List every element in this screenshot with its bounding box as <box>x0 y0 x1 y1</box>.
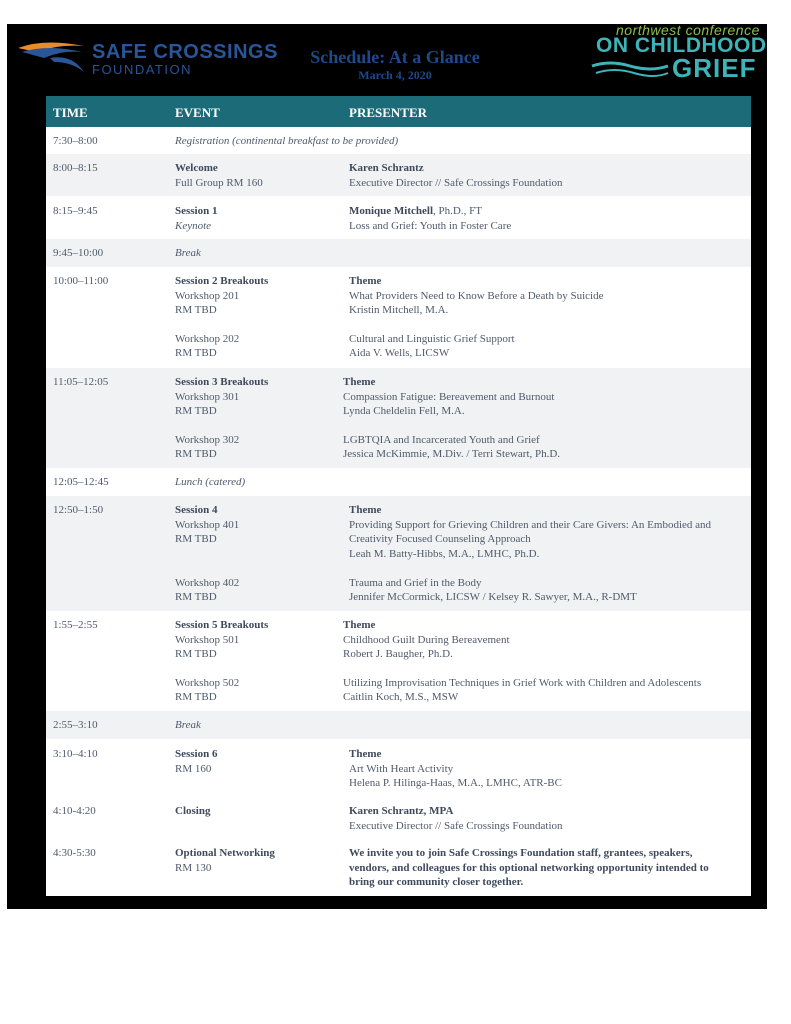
table-row <box>46 468 751 496</box>
theme-label: Theme <box>349 504 382 516</box>
event-title: Welcome <box>175 162 218 174</box>
presentation-title: Loss and Grief: Youth in Foster Care <box>349 219 512 232</box>
workshop-label: Workshop 202 <box>175 332 240 345</box>
table-row <box>46 711 751 739</box>
workshop-room: RM TBD <box>175 304 217 316</box>
table-row <box>46 239 751 267</box>
event-title: Session 5 Breakouts <box>175 619 269 631</box>
activity-title: Art With Heart Activity <box>349 762 454 775</box>
wave-icon <box>590 58 670 80</box>
presenter-name: Monique Mitchell <box>349 205 434 217</box>
table-row <box>46 196 751 239</box>
time-cell: 4:30-5:30 <box>53 847 96 859</box>
presenter-role: Executive Director // Safe Crossings Foundation <box>349 819 563 832</box>
workshop-title: Trauma and Grief in the Body <box>349 576 482 589</box>
event-cell: Lunch (catered) <box>175 476 246 488</box>
workshop-presenter: Robert J. Baugher, Ph.D. <box>343 648 453 660</box>
event-room: RM 160 <box>175 762 212 775</box>
workshop-label: Workshop 302 <box>175 433 240 446</box>
workshop-label: Workshop 502 <box>175 676 240 689</box>
brand-name: SAFE CROSSINGS <box>92 41 278 63</box>
event-title: Session 4 <box>175 504 218 516</box>
time-cell: 11:05–12:05 <box>53 376 109 388</box>
brand-subname: FOUNDATION <box>92 62 192 77</box>
event-title: Session 3 Breakouts <box>175 376 269 388</box>
time-cell: 12:50–1:50 <box>53 504 104 516</box>
workshop-room: RM TBD <box>175 448 217 460</box>
time-cell: 3:10–4:10 <box>53 748 98 760</box>
table-row <box>46 127 751 154</box>
time-cell: 4:10-4:20 <box>53 805 96 817</box>
page-title: Schedule: At a Glance <box>310 47 480 67</box>
bird-icon <box>14 36 94 80</box>
workshop-label: Workshop 501 <box>175 633 240 646</box>
time-cell: 2:55–3:10 <box>53 719 98 731</box>
presenter-name: Helena P. Hilinga-Haas, M.A., LMHC, ATR-BC <box>349 777 562 789</box>
event-subtitle: Keynote <box>175 219 212 232</box>
table-row <box>46 839 751 896</box>
column-header-time: TIME <box>53 105 88 120</box>
schedule-table <box>46 96 751 896</box>
workshop-title: What Providers Need to Know Before a Death by Suicide <box>349 289 604 302</box>
column-header-event: EVENT <box>175 105 220 120</box>
workshop-room: RM TBD <box>175 533 217 545</box>
workshop-title: Compassion Fatigue: Bereavement and Burnout <box>343 390 555 403</box>
presenter-name: Karen Schrantz, MPA <box>349 805 454 817</box>
table-row <box>46 368 751 468</box>
workshop-label: Workshop 401 <box>175 518 240 531</box>
event-title: Session 6 <box>175 748 218 760</box>
event-cell: Registration (continental breakfast to be provided) <box>175 135 399 147</box>
workshop-presenter: Caitlin Koch, M.S., MSW <box>343 691 459 703</box>
workshop-label: Workshop 301 <box>175 390 240 403</box>
time-cell: 7:30–8:00 <box>53 135 98 147</box>
event-room: Full Group RM 160 <box>175 176 263 189</box>
time-cell: 1:55–2:55 <box>53 619 98 631</box>
event-title: Optional Networking <box>175 847 275 859</box>
workshop-title: LGBTQIA and Incarcerated Youth and Grief <box>343 433 540 446</box>
presenter-role: Executive Director // Safe Crossings Foundation <box>349 176 563 189</box>
workshop-room: RM TBD <box>175 591 217 603</box>
networking-note: We invite you to join Safe Crossings Foundation staff, grantees, speakers, <box>349 847 693 859</box>
conference-logo-line3: GRIEF <box>672 53 757 83</box>
event-cell: Break <box>175 719 201 731</box>
time-cell: 9:45–10:00 <box>53 247 104 259</box>
table-row <box>46 611 751 711</box>
time-cell: 8:00–8:15 <box>53 162 98 174</box>
presenter-name: Karen Schrantz <box>349 162 424 174</box>
workshop-presenter: Jennifer McCormick, LICSW / Kelsey R. Sawyer, M.A., R-DMT <box>349 591 637 603</box>
time-cell: 12:05–12:45 <box>53 476 109 488</box>
workshop-room: RM TBD <box>175 347 217 359</box>
workshop-room: RM TBD <box>175 691 217 703</box>
table-row <box>46 496 751 611</box>
table-row <box>46 154 751 196</box>
workshop-room: RM TBD <box>175 405 217 417</box>
workshop-title: Childhood Guilt During Bereavement <box>343 633 510 646</box>
event-room: RM 130 <box>175 861 212 874</box>
table-header <box>46 96 751 127</box>
table-row <box>46 739 751 796</box>
theme-label: Theme <box>343 619 376 631</box>
table-row <box>46 796 751 839</box>
event-title: Session 2 Breakouts <box>175 275 269 287</box>
workshop-room: RM TBD <box>175 648 217 660</box>
workshop-title: Utilizing Improvisation Techniques in Grief Work with Children and Adolescents <box>343 676 702 689</box>
time-cell: 10:00–11:00 <box>53 275 109 287</box>
conference-logo-line1: northwest conference <box>616 22 760 38</box>
time-cell: 8:15–9:45 <box>53 205 98 217</box>
workshop-title: Providing Support for Grieving Children and their Care Givers: An Embodied and <box>349 518 712 531</box>
event-cell: Break <box>175 247 201 259</box>
event-title: Closing <box>175 805 211 817</box>
workshop-presenter: Kristin Mitchell, M.A. <box>349 304 449 316</box>
conference-logo-line2: ON CHILDHOOD <box>596 34 767 57</box>
presenter-credentials: , Ph.D., FT <box>433 205 482 217</box>
page-date: March 4, 2020 <box>358 68 432 82</box>
networking-note-cont: bring our community closer together. <box>349 876 524 888</box>
event-title: Session 1 <box>175 205 218 217</box>
workshop-presenter: Lynda Cheldelin Fell, M.A. <box>343 405 465 417</box>
workshop-title-cont: Creativity Focused Counseling Approach <box>349 533 531 545</box>
presenter-line <box>349 204 482 219</box>
workshop-presenter: Jessica McKimmie, M.Div. / Terri Stewart, Ph.D. <box>343 448 561 460</box>
workshop-label: Workshop 402 <box>175 576 240 589</box>
workshop-presenter: Leah M. Batty-Hibbs, M.A., LMHC, Ph.D. <box>349 547 540 560</box>
column-header-presenter: PRESENTER <box>349 105 428 120</box>
workshop-label: Workshop 201 <box>175 289 240 302</box>
theme-label: Theme <box>343 376 376 388</box>
networking-note-cont: vendors, and colleagues for this optional networking opportunity intended to <box>349 861 709 874</box>
workshop-presenter: Aida V. Wells, LICSW <box>349 347 450 359</box>
workshop-title: Cultural and Linguistic Grief Support <box>349 332 515 345</box>
theme-label: Theme <box>349 748 382 760</box>
theme-label: Theme <box>349 275 382 287</box>
table-row <box>46 267 751 368</box>
